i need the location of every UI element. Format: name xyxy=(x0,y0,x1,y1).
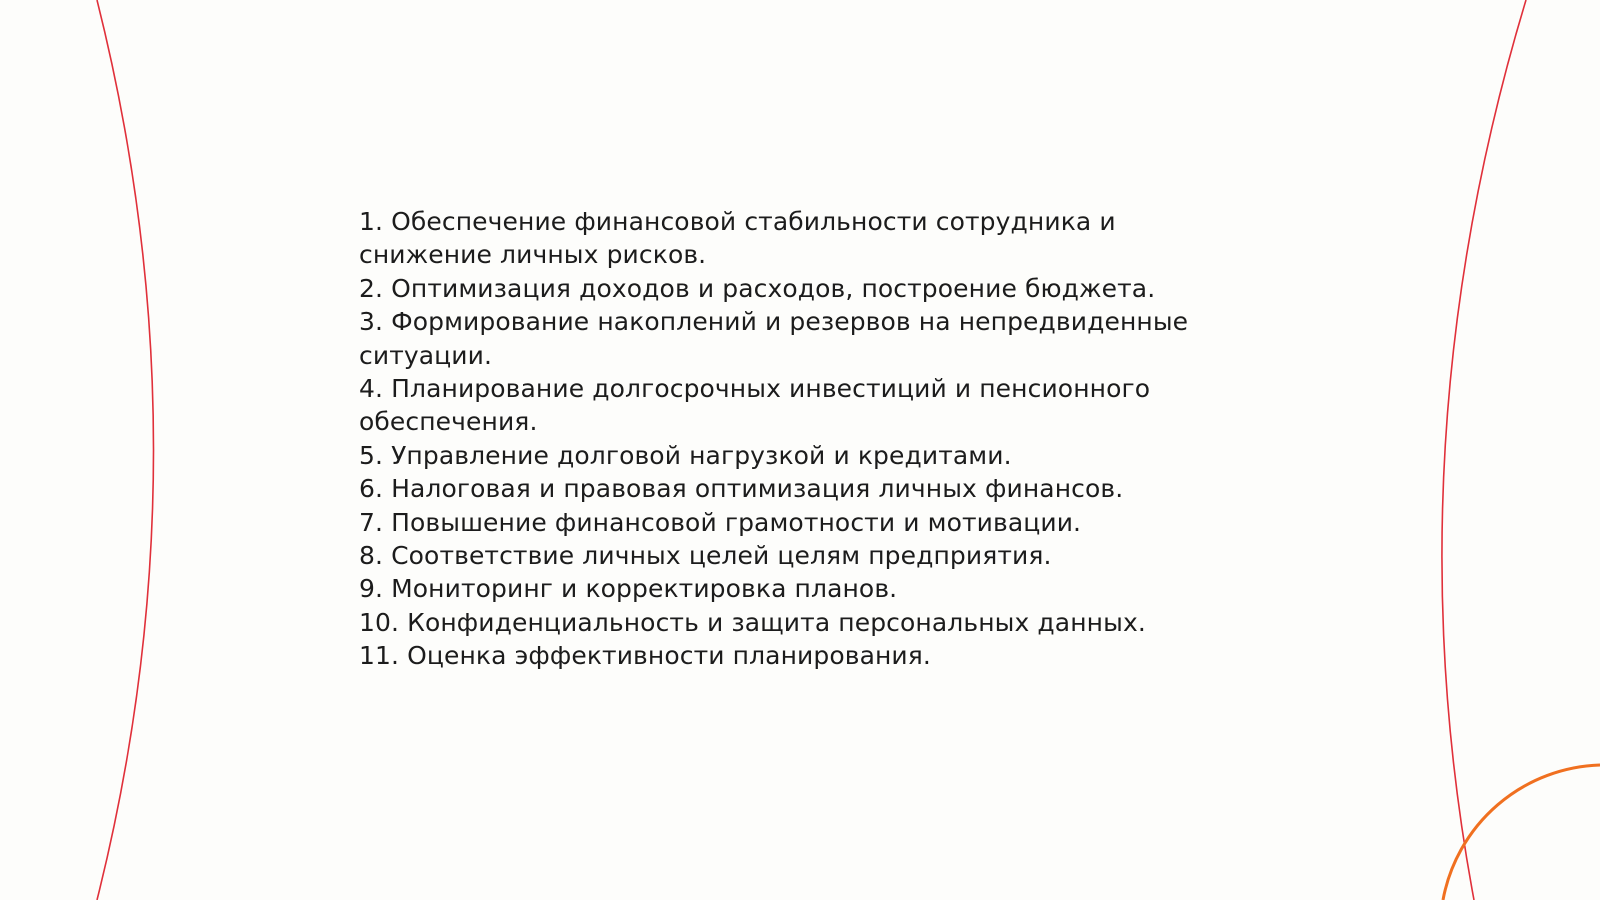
list-item: 8. Соответствие личных целей целям предприятия. xyxy=(359,541,1052,571)
list-item: 1. Обеспечение финансовой стабильности сотрудника и снижение личных рисков. xyxy=(359,207,1116,270)
list-item: 7. Повышение финансовой грамотности и мотивации. xyxy=(359,507,1082,537)
objectives-list xyxy=(359,205,1239,673)
orange-arc xyxy=(1443,765,1600,900)
list-item: 10. Конфиденциальность и защита персональных данных. xyxy=(359,607,1146,637)
left-curve xyxy=(97,0,154,900)
list-item: 6. Налоговая и правовая оптимизация личных финансов. xyxy=(359,474,1124,504)
right-curve xyxy=(1442,0,1526,900)
list-item: 4. Планирование долгосрочных инвестиций и пенсионного обеспечения. xyxy=(359,374,1151,437)
list-item: 9. Мониторинг и корректировка планов. xyxy=(359,574,898,604)
list-item: 3. Формирование накоплений и резервов на непредвиденные ситуации. xyxy=(359,307,1189,370)
list-item: 2. Оптимизация доходов и расходов, построение бюджета. xyxy=(359,273,1156,303)
list-item: 11. Оценка эффективности планирования. xyxy=(359,641,931,671)
list-item: 5. Управление долговой нагрузкой и кредитами. xyxy=(359,440,1012,470)
